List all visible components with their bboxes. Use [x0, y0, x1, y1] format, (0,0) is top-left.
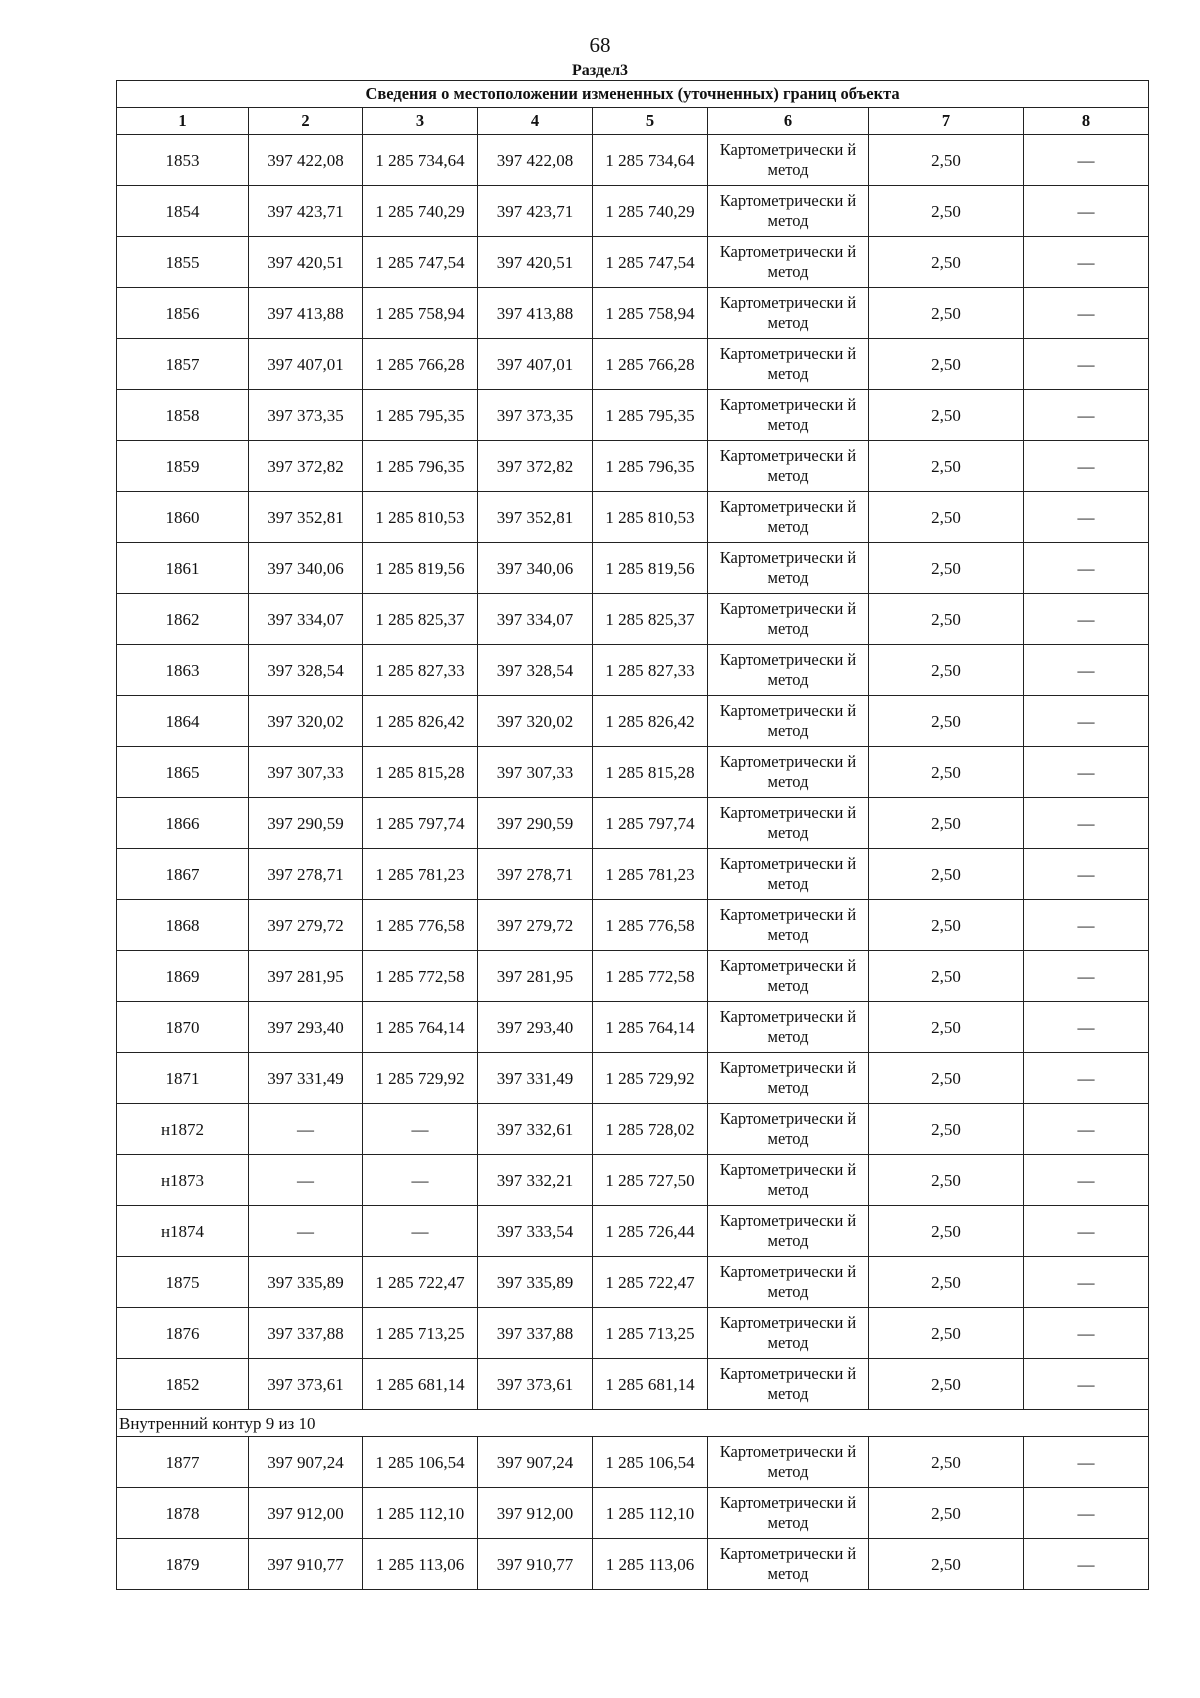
old-y-cell: 1 285 113,06: [363, 1539, 478, 1590]
accuracy-cell: 2,50: [869, 543, 1024, 594]
table-row: [117, 1104, 1149, 1155]
point-number-cell: 1855: [117, 237, 249, 288]
new-x-cell: 397 912,00: [478, 1488, 593, 1539]
new-y-cell: 1 285 776,58: [593, 900, 708, 951]
note-cell: —: [1024, 1359, 1149, 1410]
note-cell: —: [1024, 135, 1149, 186]
table-row: [117, 339, 1149, 390]
accuracy-cell: 2,50: [869, 798, 1024, 849]
new-y-cell: 1 285 764,14: [593, 1002, 708, 1053]
method-cell: Картометрически й метод: [708, 390, 869, 441]
accuracy-cell: 2,50: [869, 1206, 1024, 1257]
coordinates-table: [116, 80, 1149, 1590]
new-x-cell: 397 293,40: [478, 1002, 593, 1053]
old-y-cell: 1 285 815,28: [363, 747, 478, 798]
method-cell: Картометрически й метод: [708, 1257, 869, 1308]
old-y-cell: 1 285 819,56: [363, 543, 478, 594]
old-x-cell: 397 907,24: [249, 1437, 363, 1488]
column-header: 8: [1024, 108, 1149, 135]
old-y-cell: 1 285 747,54: [363, 237, 478, 288]
table-row: [117, 492, 1149, 543]
new-x-cell: 397 340,06: [478, 543, 593, 594]
new-x-cell: 397 331,49: [478, 1053, 593, 1104]
column-header: 2: [249, 108, 363, 135]
column-header: 1: [117, 108, 249, 135]
new-x-cell: 397 320,02: [478, 696, 593, 747]
accuracy-cell: 2,50: [869, 951, 1024, 1002]
new-y-cell: 1 285 729,92: [593, 1053, 708, 1104]
point-number-cell: 1866: [117, 798, 249, 849]
point-number-cell: 1878: [117, 1488, 249, 1539]
new-x-cell: 397 373,61: [478, 1359, 593, 1410]
accuracy-cell: 2,50: [869, 492, 1024, 543]
point-number-cell: н1873: [117, 1155, 249, 1206]
old-x-cell: 397 320,02: [249, 696, 363, 747]
table-row: [117, 288, 1149, 339]
note-cell: —: [1024, 339, 1149, 390]
note-cell: —: [1024, 1002, 1149, 1053]
accuracy-cell: 2,50: [869, 594, 1024, 645]
point-number-cell: 1856: [117, 288, 249, 339]
accuracy-cell: 2,50: [869, 1488, 1024, 1539]
new-y-cell: 1 285 819,56: [593, 543, 708, 594]
contour-row: [117, 1410, 1149, 1437]
point-number-cell: 1876: [117, 1308, 249, 1359]
old-y-cell: 1 285 112,10: [363, 1488, 478, 1539]
accuracy-cell: 2,50: [869, 849, 1024, 900]
table-row: [117, 696, 1149, 747]
method-cell: Картометрически й метод: [708, 492, 869, 543]
point-number-cell: 1854: [117, 186, 249, 237]
old-y-cell: 1 285 826,42: [363, 696, 478, 747]
note-cell: —: [1024, 186, 1149, 237]
accuracy-cell: 2,50: [869, 1257, 1024, 1308]
note-cell: —: [1024, 900, 1149, 951]
accuracy-cell: 2,50: [869, 135, 1024, 186]
old-x-cell: 397 407,01: [249, 339, 363, 390]
new-x-cell: 397 422,08: [478, 135, 593, 186]
old-y-cell: —: [363, 1104, 478, 1155]
note-cell: —: [1024, 543, 1149, 594]
table-row: [117, 441, 1149, 492]
table-row: [117, 390, 1149, 441]
point-number-cell: 1870: [117, 1002, 249, 1053]
old-y-cell: 1 285 766,28: [363, 339, 478, 390]
new-x-cell: 397 328,54: [478, 645, 593, 696]
old-y-cell: 1 285 796,35: [363, 441, 478, 492]
old-x-cell: 397 328,54: [249, 645, 363, 696]
point-number-cell: 1877: [117, 1437, 249, 1488]
note-cell: —: [1024, 1257, 1149, 1308]
old-y-cell: 1 285 106,54: [363, 1437, 478, 1488]
old-y-cell: —: [363, 1206, 478, 1257]
note-cell: —: [1024, 849, 1149, 900]
new-y-cell: 1 285 728,02: [593, 1104, 708, 1155]
table-row: [117, 1539, 1149, 1590]
old-x-cell: 397 910,77: [249, 1539, 363, 1590]
old-y-cell: 1 285 764,14: [363, 1002, 478, 1053]
new-y-cell: 1 285 815,28: [593, 747, 708, 798]
old-x-cell: 397 352,81: [249, 492, 363, 543]
new-y-cell: 1 285 113,06: [593, 1539, 708, 1590]
table-row: [117, 135, 1149, 186]
old-x-cell: —: [249, 1155, 363, 1206]
old-x-cell: 397 290,59: [249, 798, 363, 849]
point-number-cell: 1858: [117, 390, 249, 441]
new-y-cell: 1 285 797,74: [593, 798, 708, 849]
note-cell: —: [1024, 288, 1149, 339]
table-row: [117, 951, 1149, 1002]
old-y-cell: 1 285 776,58: [363, 900, 478, 951]
method-cell: Картометрически й метод: [708, 696, 869, 747]
new-y-cell: 1 285 772,58: [593, 951, 708, 1002]
accuracy-cell: 2,50: [869, 390, 1024, 441]
new-x-cell: 397 332,21: [478, 1155, 593, 1206]
old-x-cell: 397 423,71: [249, 186, 363, 237]
new-y-cell: 1 285 734,64: [593, 135, 708, 186]
method-cell: Картометрически й метод: [708, 1206, 869, 1257]
point-number-cell: 1871: [117, 1053, 249, 1104]
note-cell: —: [1024, 1104, 1149, 1155]
method-cell: Картометрически й метод: [708, 237, 869, 288]
table-row: [117, 543, 1149, 594]
table-row: [117, 1257, 1149, 1308]
table-row: [117, 186, 1149, 237]
new-x-cell: 397 334,07: [478, 594, 593, 645]
point-number-cell: 1868: [117, 900, 249, 951]
page-number: 68: [589, 33, 611, 57]
method-cell: Картометрически й метод: [708, 288, 869, 339]
new-y-cell: 1 285 747,54: [593, 237, 708, 288]
note-cell: —: [1024, 441, 1149, 492]
old-x-cell: 397 278,71: [249, 849, 363, 900]
accuracy-cell: 2,50: [869, 696, 1024, 747]
note-cell: —: [1024, 1308, 1149, 1359]
new-x-cell: 397 352,81: [478, 492, 593, 543]
method-cell: Картометрически й метод: [708, 543, 869, 594]
section-title: Раздел3: [571, 62, 629, 79]
new-x-cell: 397 307,33: [478, 747, 593, 798]
old-x-cell: 397 373,61: [249, 1359, 363, 1410]
method-cell: Картометрически й метод: [708, 135, 869, 186]
old-y-cell: 1 285 781,23: [363, 849, 478, 900]
accuracy-cell: 2,50: [869, 186, 1024, 237]
old-x-cell: 397 340,06: [249, 543, 363, 594]
method-cell: Картометрически й метод: [708, 594, 869, 645]
old-x-cell: —: [249, 1206, 363, 1257]
point-number-cell: 1875: [117, 1257, 249, 1308]
new-y-cell: 1 285 810,53: [593, 492, 708, 543]
new-y-cell: 1 285 722,47: [593, 1257, 708, 1308]
method-cell: Картометрически й метод: [708, 1002, 869, 1053]
note-cell: —: [1024, 747, 1149, 798]
new-x-cell: 397 423,71: [478, 186, 593, 237]
new-x-cell: 397 335,89: [478, 1257, 593, 1308]
old-y-cell: 1 285 722,47: [363, 1257, 478, 1308]
old-x-cell: 397 373,35: [249, 390, 363, 441]
column-header-row: [117, 108, 1149, 135]
old-y-cell: 1 285 810,53: [363, 492, 478, 543]
point-number-cell: 1864: [117, 696, 249, 747]
method-cell: Картометрически й метод: [708, 1488, 869, 1539]
accuracy-cell: 2,50: [869, 747, 1024, 798]
table-row: [117, 747, 1149, 798]
point-number-cell: 1853: [117, 135, 249, 186]
point-number-cell: н1874: [117, 1206, 249, 1257]
accuracy-cell: 2,50: [869, 1359, 1024, 1410]
old-x-cell: 397 335,89: [249, 1257, 363, 1308]
old-x-cell: 397 372,82: [249, 441, 363, 492]
method-cell: Картометрически й метод: [708, 798, 869, 849]
method-cell: Картометрически й метод: [708, 900, 869, 951]
table-caption: Сведения о местоположении измененных (уточненных) границ объекта: [117, 81, 1149, 108]
old-x-cell: 397 413,88: [249, 288, 363, 339]
note-cell: —: [1024, 1155, 1149, 1206]
method-cell: Картометрически й метод: [708, 1104, 869, 1155]
table-row: [117, 1308, 1149, 1359]
method-cell: Картометрически й метод: [708, 441, 869, 492]
point-number-cell: 1865: [117, 747, 249, 798]
old-y-cell: 1 285 729,92: [363, 1053, 478, 1104]
new-y-cell: 1 285 795,35: [593, 390, 708, 441]
accuracy-cell: 2,50: [869, 1437, 1024, 1488]
method-cell: Картометрически й метод: [708, 645, 869, 696]
new-y-cell: 1 285 112,10: [593, 1488, 708, 1539]
new-x-cell: 397 333,54: [478, 1206, 593, 1257]
table-row: [117, 237, 1149, 288]
old-x-cell: 397 422,08: [249, 135, 363, 186]
new-y-cell: 1 285 106,54: [593, 1437, 708, 1488]
point-number-cell: 1869: [117, 951, 249, 1002]
column-header: 5: [593, 108, 708, 135]
old-y-cell: 1 285 795,35: [363, 390, 478, 441]
table-row: [117, 798, 1149, 849]
new-y-cell: 1 285 826,42: [593, 696, 708, 747]
column-header: 6: [708, 108, 869, 135]
note-cell: —: [1024, 951, 1149, 1002]
table-row: [117, 900, 1149, 951]
old-x-cell: 397 307,33: [249, 747, 363, 798]
note-cell: —: [1024, 390, 1149, 441]
point-number-cell: н1872: [117, 1104, 249, 1155]
old-y-cell: 1 285 681,14: [363, 1359, 478, 1410]
accuracy-cell: 2,50: [869, 900, 1024, 951]
old-y-cell: 1 285 827,33: [363, 645, 478, 696]
accuracy-cell: 2,50: [869, 237, 1024, 288]
accuracy-cell: 2,50: [869, 1002, 1024, 1053]
accuracy-cell: 2,50: [869, 1308, 1024, 1359]
old-y-cell: 1 285 734,64: [363, 135, 478, 186]
note-cell: —: [1024, 237, 1149, 288]
method-cell: Картометрически й метод: [708, 186, 869, 237]
table-row: [117, 1488, 1149, 1539]
table-row: [117, 1002, 1149, 1053]
new-x-cell: 397 407,01: [478, 339, 593, 390]
old-y-cell: 1 285 797,74: [363, 798, 478, 849]
new-y-cell: 1 285 827,33: [593, 645, 708, 696]
note-cell: —: [1024, 1437, 1149, 1488]
table-row: [117, 594, 1149, 645]
old-x-cell: 397 331,49: [249, 1053, 363, 1104]
new-x-cell: 397 420,51: [478, 237, 593, 288]
point-number-cell: 1863: [117, 645, 249, 696]
new-x-cell: 397 373,35: [478, 390, 593, 441]
new-x-cell: 397 332,61: [478, 1104, 593, 1155]
column-header: 7: [869, 108, 1024, 135]
point-number-cell: 1859: [117, 441, 249, 492]
note-cell: —: [1024, 1539, 1149, 1590]
table-caption-row: [117, 81, 1149, 108]
table-row: [117, 1359, 1149, 1410]
point-number-cell: 1857: [117, 339, 249, 390]
contour-label: Внутренний контур 9 из 10: [117, 1410, 1149, 1437]
new-y-cell: 1 285 740,29: [593, 186, 708, 237]
accuracy-cell: 2,50: [869, 339, 1024, 390]
new-x-cell: 397 290,59: [478, 798, 593, 849]
method-cell: Картометрически й метод: [708, 849, 869, 900]
old-y-cell: 1 285 713,25: [363, 1308, 478, 1359]
new-x-cell: 397 907,24: [478, 1437, 593, 1488]
method-cell: Картометрически й метод: [708, 747, 869, 798]
note-cell: —: [1024, 798, 1149, 849]
note-cell: —: [1024, 1206, 1149, 1257]
new-x-cell: 397 337,88: [478, 1308, 593, 1359]
column-header: 4: [478, 108, 593, 135]
table-row: [117, 1437, 1149, 1488]
new-x-cell: 397 372,82: [478, 441, 593, 492]
new-x-cell: 397 278,71: [478, 849, 593, 900]
new-x-cell: 397 281,95: [478, 951, 593, 1002]
note-cell: —: [1024, 645, 1149, 696]
note-cell: —: [1024, 492, 1149, 543]
old-y-cell: 1 285 825,37: [363, 594, 478, 645]
method-cell: Картометрически й метод: [708, 1053, 869, 1104]
method-cell: Картометрически й метод: [708, 1308, 869, 1359]
point-number-cell: 1862: [117, 594, 249, 645]
note-cell: —: [1024, 696, 1149, 747]
old-x-cell: —: [249, 1104, 363, 1155]
note-cell: —: [1024, 1488, 1149, 1539]
point-number-cell: 1879: [117, 1539, 249, 1590]
method-cell: Картометрически й метод: [708, 951, 869, 1002]
note-cell: —: [1024, 594, 1149, 645]
new-y-cell: 1 285 758,94: [593, 288, 708, 339]
table-row: [117, 1053, 1149, 1104]
table-row: [117, 849, 1149, 900]
column-header: 3: [363, 108, 478, 135]
accuracy-cell: 2,50: [869, 1539, 1024, 1590]
old-x-cell: 397 912,00: [249, 1488, 363, 1539]
method-cell: Картометрически й метод: [708, 1359, 869, 1410]
new-y-cell: 1 285 727,50: [593, 1155, 708, 1206]
accuracy-cell: 2,50: [869, 288, 1024, 339]
new-y-cell: 1 285 781,23: [593, 849, 708, 900]
method-cell: Картометрически й метод: [708, 1437, 869, 1488]
new-x-cell: 397 910,77: [478, 1539, 593, 1590]
new-x-cell: 397 413,88: [478, 288, 593, 339]
accuracy-cell: 2,50: [869, 1155, 1024, 1206]
new-y-cell: 1 285 681,14: [593, 1359, 708, 1410]
new-x-cell: 397 279,72: [478, 900, 593, 951]
accuracy-cell: 2,50: [869, 645, 1024, 696]
point-number-cell: 1860: [117, 492, 249, 543]
method-cell: Картометрически й метод: [708, 1539, 869, 1590]
method-cell: Картометрически й метод: [708, 339, 869, 390]
old-y-cell: 1 285 772,58: [363, 951, 478, 1002]
point-number-cell: 1861: [117, 543, 249, 594]
new-y-cell: 1 285 713,25: [593, 1308, 708, 1359]
accuracy-cell: 2,50: [869, 1053, 1024, 1104]
new-y-cell: 1 285 796,35: [593, 441, 708, 492]
old-x-cell: 397 334,07: [249, 594, 363, 645]
old-x-cell: 397 279,72: [249, 900, 363, 951]
table-row: [117, 645, 1149, 696]
point-number-cell: 1867: [117, 849, 249, 900]
accuracy-cell: 2,50: [869, 1104, 1024, 1155]
old-x-cell: 397 337,88: [249, 1308, 363, 1359]
old-y-cell: —: [363, 1155, 478, 1206]
method-cell: Картометрически й метод: [708, 1155, 869, 1206]
table-row: [117, 1155, 1149, 1206]
new-y-cell: 1 285 766,28: [593, 339, 708, 390]
point-number-cell: 1852: [117, 1359, 249, 1410]
note-cell: —: [1024, 1053, 1149, 1104]
old-y-cell: 1 285 740,29: [363, 186, 478, 237]
old-x-cell: 397 293,40: [249, 1002, 363, 1053]
old-x-cell: 397 420,51: [249, 237, 363, 288]
old-x-cell: 397 281,95: [249, 951, 363, 1002]
old-y-cell: 1 285 758,94: [363, 288, 478, 339]
new-y-cell: 1 285 726,44: [593, 1206, 708, 1257]
new-y-cell: 1 285 825,37: [593, 594, 708, 645]
table-row: [117, 1206, 1149, 1257]
accuracy-cell: 2,50: [869, 441, 1024, 492]
